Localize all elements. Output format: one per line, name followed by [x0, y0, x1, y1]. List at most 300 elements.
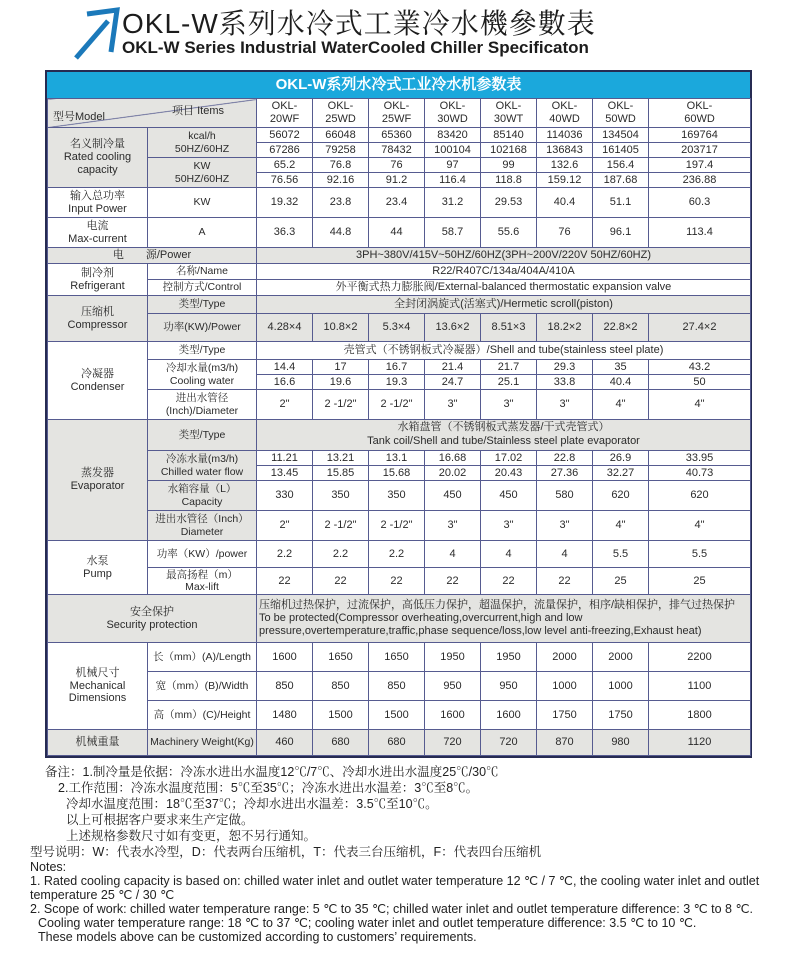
- note-zh-line: 冷却水温度范围：18℃至37℃；冷却水进出水温差：3.5℃至10℃。: [66, 797, 438, 811]
- security-line-zh: 压缩机过热保护，过流保护，高低压力保护，超温保护，流量保护，相序/缺相保护，排气过热保护: [259, 599, 736, 612]
- item-machinery-weight: Machinery Weight(Kg): [148, 730, 257, 756]
- item-width: 宽（mm）(B)/Width: [148, 672, 257, 701]
- value-cell: 22: [313, 568, 369, 595]
- value-cell: 29.3: [537, 360, 593, 375]
- value-cell: 1100: [649, 672, 751, 701]
- value-cell: 3": [537, 511, 593, 541]
- label-line: 制冷剂: [81, 266, 114, 279]
- value-cell: 980: [593, 730, 649, 756]
- item-current-a: A: [148, 218, 257, 248]
- item-tank-capacity: [148, 481, 257, 511]
- footnotes: [0, 764, 790, 944]
- value-cell: 33.8: [537, 375, 593, 390]
- value-cell: 76: [537, 218, 593, 248]
- note-zh-line: 2.工作范围：冷冻水温度范围：5℃至35℃；冷冻水进出水温差：3℃至8℃。: [58, 781, 479, 795]
- value-cell: 4": [593, 511, 649, 541]
- value-cell: 4: [425, 541, 481, 568]
- label-line: Diameter: [180, 525, 224, 538]
- value-cell: 21.4: [425, 360, 481, 375]
- value-cell: 620: [649, 481, 751, 511]
- label-line: 进出水管径: [175, 392, 229, 405]
- note-zh-line: 备注：1.制冷量是依据：冷冻水进出水温度12℃/7℃、冷却水进出水温度25℃/30℃: [45, 765, 499, 779]
- value-cell: 25: [649, 568, 751, 595]
- value-cell: 116.4: [425, 173, 481, 188]
- value-cell: 66048: [313, 128, 369, 143]
- value-cell: 14.4: [257, 360, 313, 375]
- security-protection-value: [257, 595, 751, 643]
- value-cell: 134504: [593, 128, 649, 143]
- value-cell: 27.4×2: [649, 314, 751, 342]
- item-condenser-type: 类型/Type: [148, 342, 257, 360]
- model-code: 30WD: [437, 113, 468, 125]
- value-cell: 22: [425, 568, 481, 595]
- value-cell: 1120: [649, 730, 751, 756]
- label-line: 安全保护: [130, 605, 174, 618]
- model-header-30WT: [481, 99, 537, 128]
- corner-model-label: 型号Model: [53, 111, 105, 124]
- model-code: 50WD: [605, 113, 636, 125]
- value-cell: 330: [257, 481, 313, 511]
- label-line: 蒸发器: [81, 467, 114, 480]
- value-cell: 3": [425, 511, 481, 541]
- item-evaporator-diameter: [148, 511, 257, 541]
- row-max-lift: [48, 568, 751, 595]
- value-cell: 31.2: [425, 188, 481, 218]
- value-cell: 4": [649, 511, 751, 541]
- refrigerant-name-value: R22/R407C/134a/404A/410A: [257, 264, 751, 280]
- model-code: 30WT: [493, 113, 524, 125]
- value-cell: 720: [425, 730, 481, 756]
- row-chilled-water-50hz: [48, 451, 751, 466]
- label-line: Evaporator: [70, 480, 125, 492]
- note-en-line: temperature 25 ℃ / 30 ℃: [30, 888, 175, 902]
- note-zh-line: 上述规格参数尺寸如有变更，恕不另行通知。: [66, 829, 317, 843]
- value-cell: 8.51×3: [481, 314, 537, 342]
- value-cell: 15.85: [313, 466, 369, 481]
- value-cell: 25.1: [481, 375, 537, 390]
- value-cell: 67286: [257, 143, 313, 158]
- item-max-lift: [148, 568, 257, 595]
- value-cell: 4: [537, 541, 593, 568]
- value-cell: 65.2: [257, 158, 313, 173]
- value-cell: 159.12: [537, 173, 593, 188]
- row-power-supply: [48, 248, 751, 264]
- value-cell: 23.8: [313, 188, 369, 218]
- label-line: 压缩机: [81, 305, 114, 318]
- value-cell: 680: [369, 730, 425, 756]
- value-cell: 2000: [537, 643, 593, 672]
- item-length: 长（mm）(A)/Length: [148, 643, 257, 672]
- model-code: 40WD: [549, 113, 580, 125]
- row-refrigerant-control: [48, 280, 751, 296]
- value-cell: 22: [537, 568, 593, 595]
- value-cell: 16.6: [257, 375, 313, 390]
- row-evaporator-type: [48, 420, 751, 451]
- row-tank-capacity: [48, 481, 751, 511]
- value-cell: 44.8: [313, 218, 369, 248]
- value-cell: 20.43: [481, 466, 537, 481]
- label-line: 冷却水量(m3/h): [165, 362, 239, 375]
- value-cell: 1950: [425, 643, 481, 672]
- value-cell: 1650: [369, 643, 425, 672]
- value-cell: 50: [649, 375, 751, 390]
- value-cell: 2 -1/2": [369, 511, 425, 541]
- value-cell: 197.4: [649, 158, 751, 173]
- model-header-60WD: [649, 99, 751, 128]
- item-refrigerant-name: 名称/Name: [148, 264, 257, 280]
- value-cell: 1600: [425, 701, 481, 730]
- value-cell: 15.68: [369, 466, 425, 481]
- refrigerant-control-value: 外平衡式热力膨胀阀/External-balanced thermostatic expansion valve: [257, 280, 751, 296]
- label-line: (Inch)/Diameter: [165, 404, 239, 417]
- value-cell: 3": [537, 390, 593, 420]
- brand-arrow-icon: [70, 4, 122, 64]
- spec-table: [47, 98, 751, 756]
- value-cell: 2 -1/2": [369, 390, 425, 420]
- label-machinery-weight-zh: 机械重量: [48, 730, 148, 756]
- note-zh-line: 以上可根据客户要求来生产定做。: [66, 813, 254, 827]
- label-line: 50HZ/60HZ: [174, 142, 230, 155]
- value-cell: 680: [313, 730, 369, 756]
- note-en-line: 2. Scope of work: chilled water temperature range: 5 ℃ to 35 ℃; chilled water inlet and outlet temperature difference: 3 ℃ to 8 ℃.: [30, 902, 753, 916]
- value-cell: 13.45: [257, 466, 313, 481]
- value-cell: 4": [593, 390, 649, 420]
- security-line-en2: pressure,overtemperature,traffic,phase sequence/loss,low level anti-freezing,Exhaust heat): [259, 624, 702, 637]
- label-line: Condenser: [70, 380, 125, 393]
- value-cell: 870: [537, 730, 593, 756]
- model-code: 60WD: [684, 113, 715, 125]
- model-code: 25WD: [325, 113, 356, 125]
- value-cell: 187.68: [593, 173, 649, 188]
- item-kw: [148, 158, 257, 188]
- value-cell: 22: [369, 568, 425, 595]
- value-cell: 25: [593, 568, 649, 595]
- value-cell: 13.1: [369, 451, 425, 466]
- condenser-type-value: 壳管式（不锈钢板式冷凝器）/Shell and tube(stainless steel plate): [257, 342, 751, 360]
- item-kcal: [148, 128, 257, 158]
- label-line: Dimensions: [68, 692, 127, 705]
- value-cell: 113.4: [649, 218, 751, 248]
- value-cell: 85140: [481, 128, 537, 143]
- value-cell: 51.1: [593, 188, 649, 218]
- item-compressor-power: 功率(KW)/Power: [148, 314, 257, 342]
- value-cell: 4: [481, 541, 537, 568]
- value-cell: 460: [257, 730, 313, 756]
- value-cell: 13.21: [313, 451, 369, 466]
- value-cell: 92.16: [313, 173, 369, 188]
- row-security-protection: [48, 595, 751, 643]
- model-prefix: OKL-: [551, 100, 578, 113]
- page-title-zh: OKL-W系列水冷式工業冷水機參數表: [122, 8, 596, 39]
- value-cell: 1500: [313, 701, 369, 730]
- value-cell: 1950: [481, 643, 537, 672]
- model-prefix: OKL-: [271, 100, 298, 113]
- row-machinery-weight: [48, 730, 751, 756]
- value-cell: 2.2: [257, 541, 313, 568]
- value-cell: 169764: [649, 128, 751, 143]
- value-cell: 19.3: [369, 375, 425, 390]
- model-header-50WD: [593, 99, 649, 128]
- evaporator-type-value: [257, 420, 751, 451]
- value-cell: 4": [649, 390, 751, 420]
- value-cell: 22: [481, 568, 537, 595]
- row-model-header: [48, 99, 751, 128]
- label-line: 名义制冷量: [70, 138, 125, 151]
- value-cell: 36.3: [257, 218, 313, 248]
- row-input-power: [48, 188, 751, 218]
- evaporator-type-zh: 水箱盘管（不锈钢板式蒸发器/干式壳管式）: [397, 421, 610, 434]
- label-line: Max-lift: [185, 581, 219, 593]
- value-cell: 22: [257, 568, 313, 595]
- value-cell: 5.3×4: [369, 314, 425, 342]
- label-line: Compressor: [67, 318, 128, 331]
- power-supply-value: 3PH~380V/415V~50HZ/60HZ(3PH~200V/220V 50HZ/60HZ): [257, 248, 751, 264]
- value-cell: 79258: [313, 143, 369, 158]
- row-pump-power: [48, 541, 751, 568]
- label-line: Max-current: [68, 232, 127, 245]
- value-cell: 4.28×4: [257, 314, 313, 342]
- label-refrigerant: [48, 264, 148, 296]
- model-header-25WD: [313, 99, 369, 128]
- page-title-en: OKL-W Series Industrial WaterCooled Chiller Specificaton: [122, 38, 589, 57]
- value-cell: 3": [481, 390, 537, 420]
- note-en-line: 1. Rated cooling capacity is based on: chilled water inlet and outlet water temperature 12 ℃ / 7 ℃, the cooling water inlet and outlet: [30, 874, 760, 888]
- security-line-en1: To be protected(Compressor overheating,overcurrent,high and low: [259, 612, 583, 625]
- value-cell: 76.56: [257, 173, 313, 188]
- table-banner: OKL-W系列水冷式工业冷水机参数表: [47, 72, 750, 98]
- value-cell: 35: [593, 360, 649, 375]
- value-cell: 58.7: [425, 218, 481, 248]
- value-cell: 5.5: [649, 541, 751, 568]
- value-cell: 19.32: [257, 188, 313, 218]
- value-cell: 850: [369, 672, 425, 701]
- value-cell: 1000: [537, 672, 593, 701]
- label-line: Capacity: [181, 495, 223, 508]
- value-cell: 21.7: [481, 360, 537, 375]
- label-evaporator: [48, 420, 148, 541]
- label-line: 冷凝器: [81, 367, 114, 380]
- value-cell: 1480: [257, 701, 313, 730]
- label-line: Security protection: [106, 618, 198, 631]
- value-cell: 350: [369, 481, 425, 511]
- model-prefix: OKL-: [607, 100, 634, 113]
- value-cell: 580: [537, 481, 593, 511]
- value-cell: 1800: [649, 701, 751, 730]
- value-cell: 29.53: [481, 188, 537, 218]
- row-evaporator-diameter: [48, 511, 751, 541]
- label-line: Refrigerant: [70, 279, 125, 292]
- model-header-40WD: [537, 99, 593, 128]
- note-en-line: These models above can be customized according to customers’ requirements.: [38, 930, 477, 944]
- value-cell: 350: [313, 481, 369, 511]
- item-evaporator-type: 类型/Type: [148, 420, 257, 451]
- item-compressor-type: 类型/Type: [148, 296, 257, 314]
- value-cell: 2200: [649, 643, 751, 672]
- model-code: 25WF: [381, 113, 412, 125]
- label-line: 电流: [86, 219, 109, 232]
- label-input-power: [48, 188, 148, 218]
- label-line: Cooling water: [169, 374, 235, 387]
- item-chilled-water: [148, 451, 257, 481]
- row-cooling-water-50hz: [48, 360, 751, 375]
- value-cell: 5.5: [593, 541, 649, 568]
- model-code: 20WF: [269, 113, 300, 125]
- value-cell: 950: [481, 672, 537, 701]
- model-prefix: OKL-: [686, 100, 713, 113]
- item-input-kw: KW: [148, 188, 257, 218]
- value-cell: 1750: [537, 701, 593, 730]
- value-cell: 13.6×2: [425, 314, 481, 342]
- label-line: kcal/h: [188, 130, 216, 143]
- note-zh-line: 型号说明：W：代表水冷型，D：代表两台压缩机，T：代表三台压缩机，F：代表四台压缩机: [30, 845, 542, 859]
- model-prefix: OKL-: [439, 100, 466, 113]
- value-cell: 2000: [593, 643, 649, 672]
- value-cell: 3": [481, 511, 537, 541]
- value-cell: 26.9: [593, 451, 649, 466]
- value-cell: 33.95: [649, 451, 751, 466]
- value-cell: 20.02: [425, 466, 481, 481]
- value-cell: 203717: [649, 143, 751, 158]
- label-line: KW: [193, 160, 211, 173]
- label-line: 输入总功率: [70, 189, 125, 202]
- value-cell: 102168: [481, 143, 537, 158]
- corner-items-label: 项目 Items: [172, 105, 224, 117]
- item-pump-power: 功率（KW）/power: [148, 541, 257, 568]
- value-cell: 1650: [313, 643, 369, 672]
- row-compressor-power: [48, 314, 751, 342]
- value-cell: 27.36: [537, 466, 593, 481]
- row-compressor-type: [48, 296, 751, 314]
- label-rated-cooling: [48, 128, 148, 188]
- value-cell: 22.8×2: [593, 314, 649, 342]
- label-line: 水泵: [86, 554, 109, 567]
- row-refrigerant-name: [48, 264, 751, 280]
- value-cell: 91.2: [369, 173, 425, 188]
- row-width: [48, 672, 751, 701]
- value-cell: 156.4: [593, 158, 649, 173]
- value-cell: 1000: [593, 672, 649, 701]
- value-cell: 16.7: [369, 360, 425, 375]
- value-cell: 136843: [537, 143, 593, 158]
- label-condenser: [48, 342, 148, 420]
- value-cell: 96.1: [593, 218, 649, 248]
- item-refrigerant-control: 控制方式/Control: [148, 280, 257, 296]
- label-line: 冷冻水量(m3/h): [165, 453, 239, 466]
- value-cell: 620: [593, 481, 649, 511]
- value-cell: 2": [257, 511, 313, 541]
- label-pump: [48, 541, 148, 595]
- row-condenser-type: [48, 342, 751, 360]
- value-cell: 2 -1/2": [313, 390, 369, 420]
- label-security-protection: [48, 595, 257, 643]
- value-cell: 161405: [593, 143, 649, 158]
- value-cell: 1600: [481, 701, 537, 730]
- value-cell: 43.2: [649, 360, 751, 375]
- value-cell: 2.2: [369, 541, 425, 568]
- value-cell: 76.8: [313, 158, 369, 173]
- value-cell: 3": [425, 390, 481, 420]
- value-cell: 40.73: [649, 466, 751, 481]
- value-cell: 132.6: [537, 158, 593, 173]
- value-cell: 2.2: [313, 541, 369, 568]
- value-cell: 118.8: [481, 173, 537, 188]
- evaporator-type-en: Tank coil/Shell and tube/Stainless steel plate evaporator: [367, 435, 640, 447]
- item-height: 高（mm）(C)/Height: [148, 701, 257, 730]
- model-prefix: OKL-: [327, 100, 354, 113]
- value-cell: 65360: [369, 128, 425, 143]
- label-line: capacity: [77, 163, 118, 176]
- label-line: 最高扬程（m）: [166, 568, 238, 581]
- note-en-line: Cooling water temperature range: 18 ℃ to 37 ℃; cooling water inlet and outlet temperature difference: 3.5 ℃ to 10 ℃.: [38, 916, 697, 930]
- value-cell: 60.3: [649, 188, 751, 218]
- value-cell: 40.4: [537, 188, 593, 218]
- row-height: [48, 701, 751, 730]
- value-cell: 55.6: [481, 218, 537, 248]
- value-cell: 2": [257, 390, 313, 420]
- value-cell: 236.88: [649, 173, 751, 188]
- value-cell: 950: [425, 672, 481, 701]
- value-cell: 97: [425, 158, 481, 173]
- label-line: Input Power: [68, 202, 127, 215]
- label-compressor: [48, 296, 148, 342]
- power-supply-en: 源/Power: [145, 249, 192, 262]
- value-cell: 1600: [257, 643, 313, 672]
- model-header-20WF: [257, 99, 313, 128]
- power-supply-zh: 电: [112, 249, 124, 262]
- value-cell: 19.6: [313, 375, 369, 390]
- corner-header-cell: [48, 99, 257, 128]
- value-cell: 450: [481, 481, 537, 511]
- value-cell: 17: [313, 360, 369, 375]
- item-cooling-water: [148, 360, 257, 390]
- label-power-supply: [48, 248, 257, 264]
- compressor-type-value: 全封闭涡旋式(活塞式)/Hermetic scroll(piston): [257, 296, 751, 314]
- value-cell: 78432: [369, 143, 425, 158]
- value-cell: 720: [481, 730, 537, 756]
- value-cell: 10.8×2: [313, 314, 369, 342]
- row-condenser-diameter: [48, 390, 751, 420]
- model-prefix: OKL-: [495, 100, 522, 113]
- value-cell: 1500: [369, 701, 425, 730]
- value-cell: 40.4: [593, 375, 649, 390]
- value-cell: 99: [481, 158, 537, 173]
- value-cell: 22.8: [537, 451, 593, 466]
- value-cell: 23.4: [369, 188, 425, 218]
- value-cell: 850: [313, 672, 369, 701]
- label-line: Rated cooling: [63, 151, 132, 164]
- value-cell: 32.27: [593, 466, 649, 481]
- value-cell: 16.68: [425, 451, 481, 466]
- spec-table-container: [45, 70, 752, 758]
- model-prefix: OKL-: [383, 100, 410, 113]
- value-cell: 18.2×2: [537, 314, 593, 342]
- value-cell: 76: [369, 158, 425, 173]
- label-mechanical-dimensions: [48, 643, 148, 730]
- value-cell: 83420: [425, 128, 481, 143]
- value-cell: 100104: [425, 143, 481, 158]
- value-cell: 11.21: [257, 451, 313, 466]
- value-cell: 24.7: [425, 375, 481, 390]
- value-cell: 450: [425, 481, 481, 511]
- label-line: Pump: [83, 567, 112, 580]
- value-cell: 1750: [593, 701, 649, 730]
- row-max-current: [48, 218, 751, 248]
- note-en-line: Notes:: [30, 860, 67, 874]
- row-kw-50hz: [48, 158, 751, 173]
- value-cell: 17.02: [481, 451, 537, 466]
- row-length: [48, 643, 751, 672]
- label-max-current: [48, 218, 148, 248]
